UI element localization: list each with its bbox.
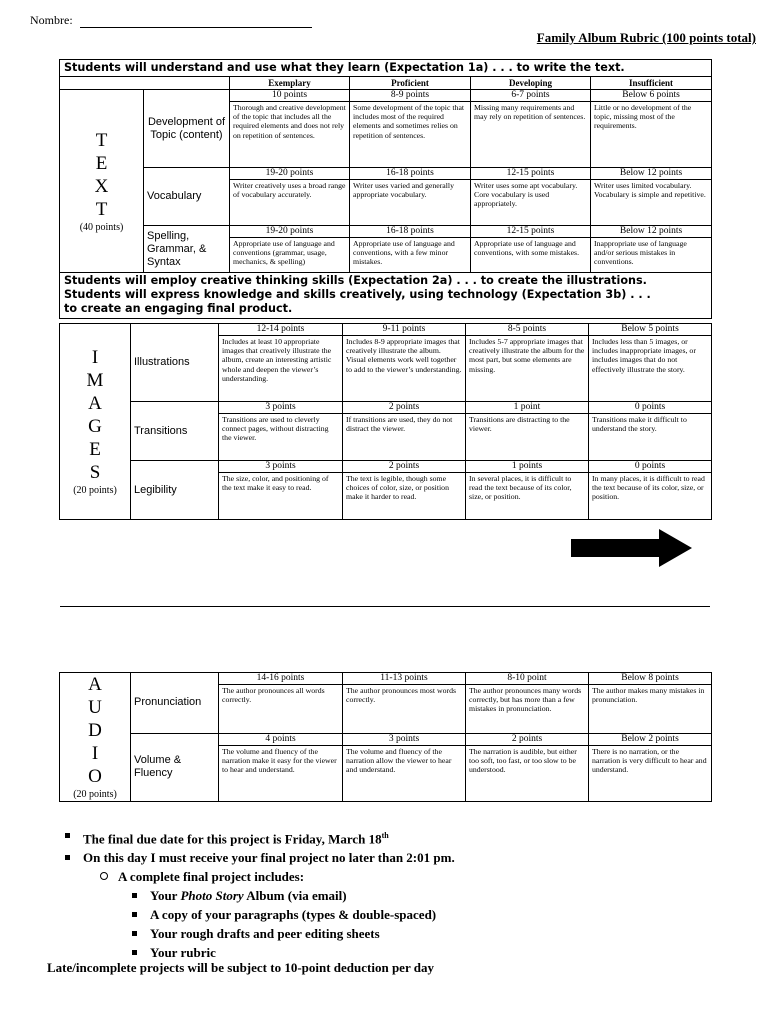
rubric-table-text-images — [59, 59, 712, 319]
cell — [466, 461, 589, 520]
cell — [591, 168, 712, 226]
descriptor: Writer uses varied and generally appropriate vocabulary. — [353, 181, 455, 200]
list-item — [65, 848, 455, 867]
cell — [230, 226, 350, 273]
descriptor: Appropriate use of language and conventions (grammar, usage, mechanics, & spelling) — [233, 239, 335, 267]
points-label: 0 points — [589, 461, 711, 473]
points-label: Below 12 points — [591, 226, 711, 238]
cell — [471, 168, 591, 226]
due-date-suffix: th — [381, 831, 389, 840]
descriptor: If transitions are used, they do not distract the viewer. — [346, 415, 453, 434]
cell — [589, 733, 712, 801]
cell — [466, 673, 589, 734]
descriptor: The author pronounces all words correctly. — [222, 686, 325, 705]
points-label: Below 6 points — [591, 90, 711, 102]
descriptor: Appropriate use of language and conventions, with some mistakes. — [474, 239, 580, 258]
bullet-icon — [132, 893, 137, 898]
rubric-table-images — [59, 323, 712, 520]
images-section-label — [60, 324, 131, 520]
points-label: 3 points — [219, 402, 342, 414]
cell — [343, 324, 466, 402]
item4-text: Your rubric — [150, 945, 216, 961]
points-label: 2 points — [343, 461, 465, 473]
cell — [591, 90, 712, 168]
section-divider — [60, 606, 710, 607]
points-label: 8-5 points — [466, 324, 588, 336]
cell — [219, 673, 343, 734]
criterion-transitions: Transitions — [131, 402, 219, 461]
descriptor: In many places, it is difficult to read the text because of its color, size, or position. — [592, 474, 705, 502]
cell — [589, 324, 712, 402]
descriptor: Writer uses some apt vocabulary. Core vocabulary is used appropriately. — [474, 181, 578, 209]
header-blank-cell — [60, 77, 230, 90]
cell — [230, 90, 350, 168]
bullet-icon — [132, 931, 137, 936]
cell — [589, 402, 712, 461]
criterion-pronunciation: Pronunciation — [131, 673, 219, 734]
cell — [343, 733, 466, 801]
requirements-list — [65, 826, 455, 962]
descriptor: Appropriate use of language and conventions, with a few minor mistakes. — [353, 239, 455, 267]
descriptor: Little or no development of the topic, missing most of the requirements. — [594, 103, 692, 131]
descriptor: The text is legible, though some choices of color, size, or position make it harder to read. — [346, 474, 449, 502]
cell — [219, 733, 343, 801]
descriptor: Transitions are used to cleverly connect pages, without distracting the viewer. — [222, 415, 329, 443]
list-item — [65, 826, 455, 848]
points-label: 12-15 points — [471, 226, 590, 238]
points-label: 16-18 points — [350, 168, 470, 180]
criterion-development: Development of Topic (content) — [144, 90, 230, 168]
descriptor: There is no narration, or the narration is very difficult to hear and understand. — [592, 746, 707, 775]
cell — [589, 461, 712, 520]
item1-prefix: Your — [150, 888, 181, 904]
cell — [589, 673, 712, 734]
descriptor: Some development of the topic that includes most of the required elements and sometimes relies on repetition of sentences. — [353, 103, 465, 140]
points-label: 12-15 points — [471, 168, 590, 180]
descriptor: Inappropriate use of language and/or serious mistakes in conventions. — [594, 239, 687, 267]
points-label: 8-10 point — [466, 673, 588, 685]
criterion-volume-fluency: Volume & Fluency — [131, 733, 219, 801]
points-label: 11-13 points — [343, 673, 465, 685]
points-label: 6-7 points — [471, 90, 590, 102]
page-title: Family Album Rubric (100 points total) — [536, 30, 756, 45]
descriptor: The author pronounces most words correctly. — [346, 686, 457, 705]
descriptor: The author makes many mistakes in pronunciation. — [592, 686, 705, 705]
descriptor: Transitions are distracting to the viewer. — [469, 415, 570, 434]
points-label: 2 points — [343, 402, 465, 414]
level-proficient: Proficient — [350, 77, 471, 90]
points-label: 1 point — [466, 402, 588, 414]
criterion-legibility: Legibility — [131, 461, 219, 520]
points-label: 8-9 points — [350, 90, 470, 102]
bullet-icon — [132, 912, 137, 917]
points-label: 19-20 points — [230, 226, 349, 238]
cell — [466, 402, 589, 461]
deadline-text: On this day I must receive your final project no later than 2:01 pm. — [83, 850, 455, 866]
bullet-icon — [65, 855, 70, 860]
cell — [219, 402, 343, 461]
descriptor: The volume and fluency of the narration allow the viewer to hear and understand. — [346, 746, 452, 775]
due-date-text: The final due date for this project is Friday, March 18 — [83, 831, 382, 847]
cell — [471, 90, 591, 168]
descriptor: The author pronounces many words correctly, but has more than a few mistakes in pronunciation. — [469, 686, 582, 714]
cell — [350, 168, 471, 226]
bullet-icon — [65, 833, 70, 838]
points-label: Below 2 points — [589, 734, 711, 746]
late-policy: Late/incomplete projects will be subject to 10-point deduction per day — [47, 960, 434, 975]
cell — [350, 90, 471, 168]
points-label: 3 points — [219, 461, 342, 473]
descriptor: Includes less than 5 images, or includes inappropriate images, or includes images that do not effectively illustrate the story. — [592, 337, 696, 374]
bullet-icon — [132, 950, 137, 955]
images-banner-line3: to create an engaging final product. — [64, 302, 293, 315]
images-section-points: (20 points) — [73, 485, 117, 496]
descriptor: In several places, it is difficult to read the text because of its color, size, or position. — [469, 474, 572, 502]
points-label: 4 points — [219, 734, 342, 746]
descriptor: Writer creatively uses a broad range of vocabulary accurately. — [233, 181, 346, 200]
cell — [591, 226, 712, 273]
cell — [343, 673, 466, 734]
list-item — [132, 886, 455, 905]
descriptor: Thorough and creative development of the topic that includes all the required elements and does not rely on repetition of sentences. — [233, 103, 346, 140]
name-blank-line[interactable] — [80, 27, 312, 28]
points-label: Below 12 points — [591, 168, 711, 180]
points-label: 14-16 points — [219, 673, 342, 685]
cell — [350, 226, 471, 273]
cell — [230, 168, 350, 226]
cell — [471, 226, 591, 273]
item1-italic: Photo Story — [180, 888, 244, 904]
list-item — [132, 924, 455, 943]
cell — [219, 461, 343, 520]
text-section-points: (40 points) — [79, 221, 124, 233]
text-expectation-banner: Students will understand and use what they learn (Expectation 1a) . . . to write the text. — [60, 60, 712, 77]
cell — [219, 324, 343, 402]
list-item — [132, 905, 455, 924]
images-section-letters: I M A G E S — [86, 347, 104, 483]
item1-suffix: Album (via email) — [243, 888, 347, 904]
rubric-table-audio — [59, 672, 712, 802]
cell — [343, 461, 466, 520]
points-label: 12-14 points — [219, 324, 342, 336]
images-banner-line2: Students will express knowledge and skills creatively, using technology (Expectation 3b) . . . — [64, 288, 651, 301]
includes-heading: A complete final project includes: — [118, 869, 305, 885]
text-section-letters: T E X T — [94, 129, 109, 220]
points-label: Below 5 points — [589, 324, 711, 336]
points-label: 9-11 points — [343, 324, 465, 336]
descriptor: The narration is audible, but either too soft, too fast, or too slow to be understood. — [469, 746, 577, 775]
images-expectation-banner — [60, 273, 712, 319]
item2-text: A copy of your paragraphs (types & double-spaced) — [150, 907, 437, 923]
descriptor: The size, color, and positioning of the text make it easy to read. — [222, 474, 329, 493]
descriptor: Includes 5-7 appropriate images that creatively illustrate the album for the most part, but some elements are missing. — [469, 337, 585, 374]
descriptor: Includes 8-9 appropriate images that creatively illustrate the album. Visual elements work well together to add to the viewer’s understanding. — [346, 337, 462, 374]
points-label: 1 points — [466, 461, 588, 473]
points-label: 19-20 points — [230, 168, 349, 180]
text-section-label — [60, 90, 144, 273]
level-developing: Developing — [471, 77, 591, 90]
criterion-vocabulary: Vocabulary — [144, 168, 230, 226]
points-label: 3 points — [343, 734, 465, 746]
cell — [466, 324, 589, 402]
descriptor: Transitions make it difficult to understand the story. — [592, 415, 687, 434]
points-label: Below 8 points — [589, 673, 711, 685]
points-label: 0 points — [589, 402, 711, 414]
descriptor: Writer uses limited vocabulary. Vocabulary is simple and repetitive. — [594, 181, 706, 200]
list-item — [100, 867, 455, 886]
right-arrow-icon — [571, 529, 693, 567]
points-label: 10 points — [230, 90, 349, 102]
cell — [466, 733, 589, 801]
level-exemplary: Exemplary — [230, 77, 350, 90]
criterion-spelling-grammar: Spelling, Grammar, & Syntax — [144, 226, 230, 273]
audio-section-points: (20 points) — [73, 789, 117, 800]
descriptor: Missing many requirements and may rely on repetition of sentences. — [474, 103, 586, 122]
item3-text: Your rough drafts and peer editing sheets — [150, 926, 380, 942]
audio-section-letters: A U D I O — [88, 674, 102, 787]
circle-bullet-icon — [100, 872, 108, 880]
level-insufficient: Insufficient — [591, 77, 712, 90]
criterion-illustrations: Illustrations — [131, 324, 219, 402]
images-banner-line1: Students will employ creative thinking skills (Expectation 2a) . . . to create the illustrations. — [64, 274, 647, 287]
descriptor: Includes at least 10 appropriate images that creatively illustrate the album, create an interesting artistic whole and deepen the viewer’s understanding. — [222, 337, 332, 383]
descriptor: The volume and fluency of the narration make it easy for the viewer to hear and understand. — [222, 746, 337, 775]
points-label: 16-18 points — [350, 226, 470, 238]
name-label: Nombre: — [30, 13, 73, 27]
points-label: 2 points — [466, 734, 588, 746]
cell — [343, 402, 466, 461]
audio-section-label — [60, 673, 131, 802]
